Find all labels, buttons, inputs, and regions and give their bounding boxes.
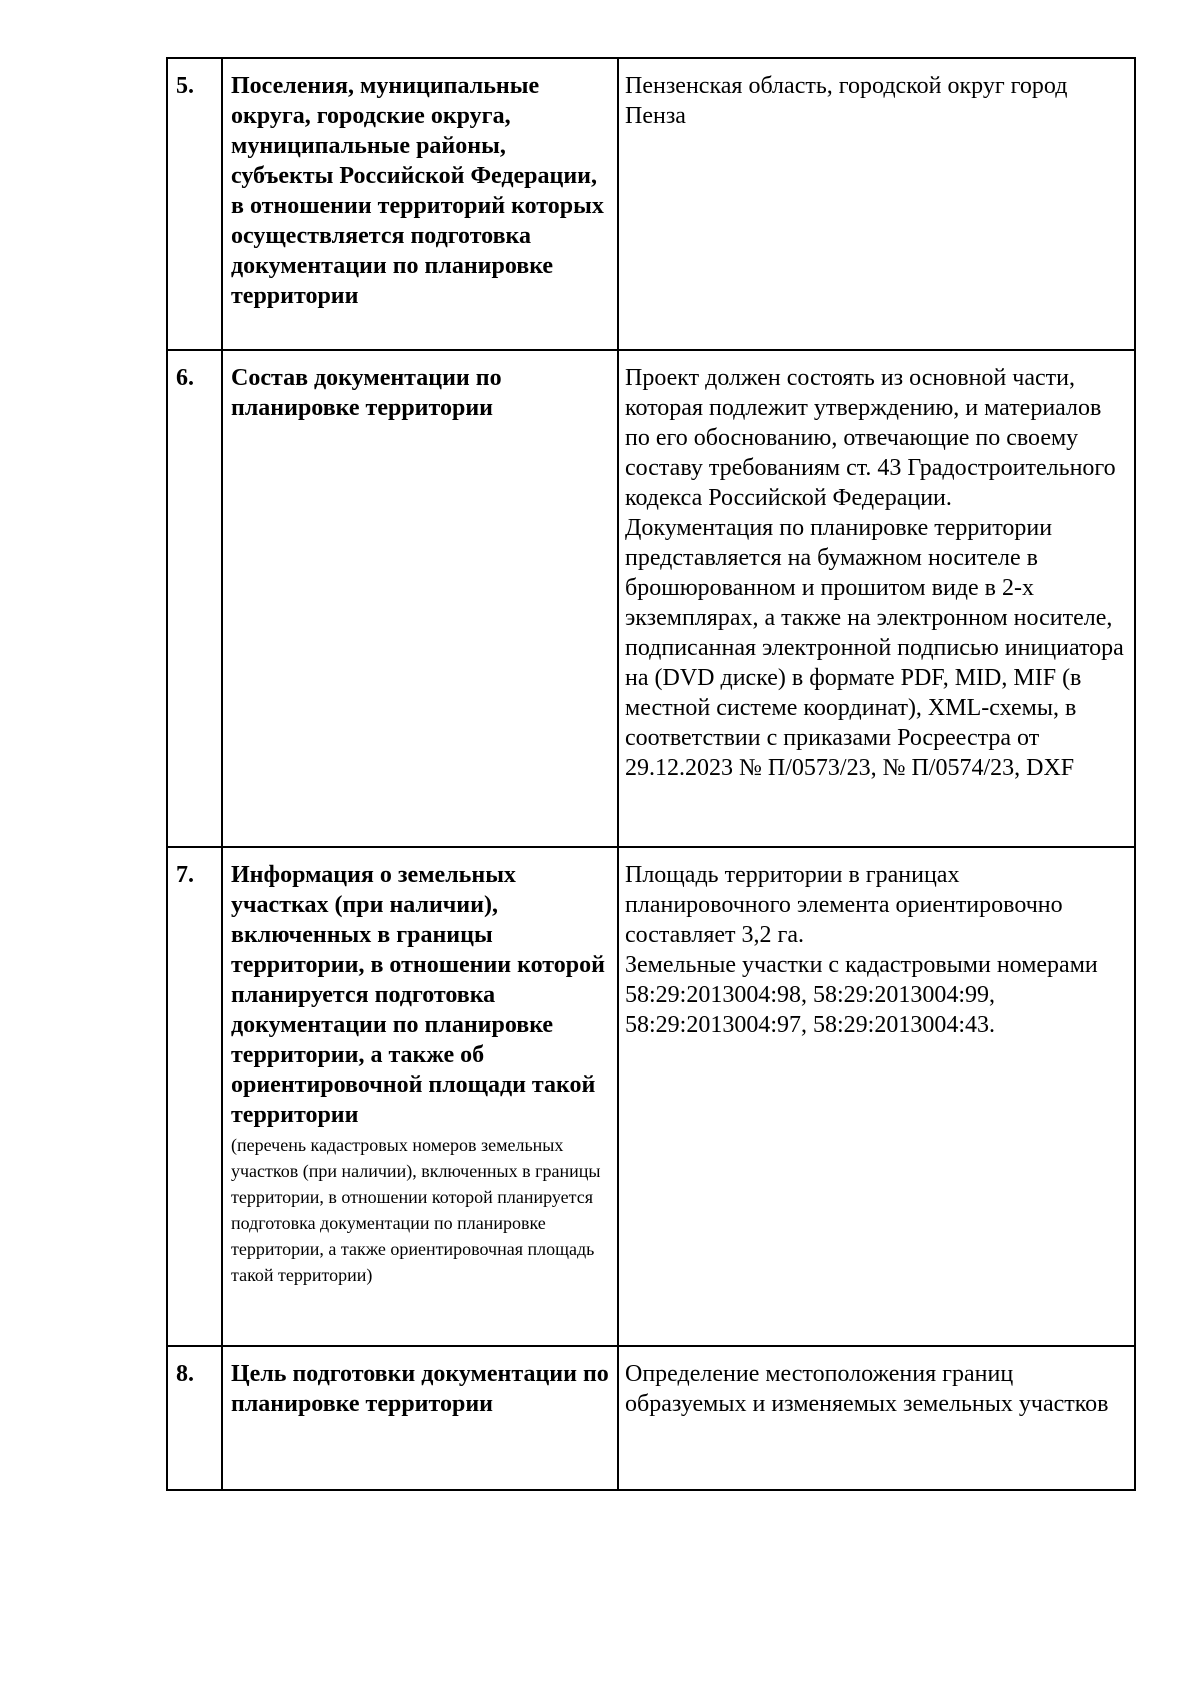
row-value-cell bbox=[618, 350, 1135, 847]
row-value bbox=[619, 848, 1134, 1040]
row-value bbox=[619, 59, 1134, 131]
value-paragraph: Определение местоположения границ образуемых и изменяемых земельных участков bbox=[625, 1361, 1109, 1417]
row-label-cell bbox=[222, 58, 618, 350]
row-value bbox=[619, 351, 1134, 783]
table-row-7 bbox=[167, 847, 1135, 1346]
row-value-cell bbox=[618, 847, 1135, 1346]
value-paragraph: Проект должен состоять из основной части, которая подлежит утверждению, и материалов по его обоснованию, отвечающие по своему составу требованиям ст. 43 Градостроительного кодекса Российской Федерации. bbox=[625, 365, 1116, 511]
row-value-cell bbox=[618, 58, 1135, 350]
table-row-8 bbox=[167, 1346, 1135, 1490]
row-number-cell bbox=[167, 58, 222, 350]
row-number-cell bbox=[167, 1346, 222, 1490]
row-number-cell bbox=[167, 847, 222, 1346]
table-row-5 bbox=[167, 58, 1135, 350]
value-paragraph: Земельные участки с кадастровыми номерами 58:29:2013004:98, 58:29:2013004:99, 58:29:2013004:97, 58:29:2013004:43. bbox=[625, 952, 1098, 1038]
row-number-cell bbox=[167, 350, 222, 847]
row-label-cell bbox=[222, 350, 618, 847]
row-number: 7. bbox=[176, 862, 194, 888]
row-number: 6. bbox=[176, 365, 194, 391]
row-number: 5. bbox=[176, 73, 194, 99]
row-label: Цель подготовки документации по планировке территории bbox=[231, 1361, 609, 1417]
row-number: 8. bbox=[176, 1361, 194, 1387]
value-paragraph: Пензенская область, городской округ город Пенза bbox=[625, 73, 1068, 129]
row-label: Состав документации по планировке территории bbox=[231, 365, 502, 421]
row-label-block bbox=[223, 848, 617, 1288]
row-label-note: (перечень кадастровых номеров земельных участков (при наличии), включенных в границы территории, в отношении которой планируется подготовка документации по планировке территории, а также ориентировочная площадь такой территории) bbox=[231, 1135, 601, 1285]
value-paragraph: Площадь территории в границах планировочного элемента ориентировочно составляет 3,2 га. bbox=[625, 862, 1063, 948]
planning-documentation-table bbox=[166, 57, 1136, 1491]
row-value-cell bbox=[618, 1346, 1135, 1490]
row-label: Поселения, муниципальные округа, городские округа, муниципальные районы, субъекты Российской Федерации, в отношении территорий которых осуществляется подготовка документации по планировке территории bbox=[231, 73, 604, 309]
row-label-cell bbox=[222, 847, 618, 1346]
row-value bbox=[619, 1347, 1134, 1419]
row-label: Информация о земельных участках (при наличии), включенных в границы территории, в отношении которой планируется подготовка документации по планировке территории, а также об ориентировочной площади такой территории bbox=[231, 862, 605, 1128]
table-row-6 bbox=[167, 350, 1135, 847]
value-paragraph: Документация по планировке территории представляется на бумажном носителе в брошюрованном и прошитом виде в 2-х экземплярах, а также на электронном носителе, подписанная электронной подписью инициатора на (DVD диске) в формате PDF, MID, MIF (в местной системе координат), XML-схемы, в соответствии с приказами Росреестра от 29.12.2023 № П/0573/23, № П/0574/23, DXF bbox=[625, 515, 1124, 781]
row-label-cell bbox=[222, 1346, 618, 1490]
